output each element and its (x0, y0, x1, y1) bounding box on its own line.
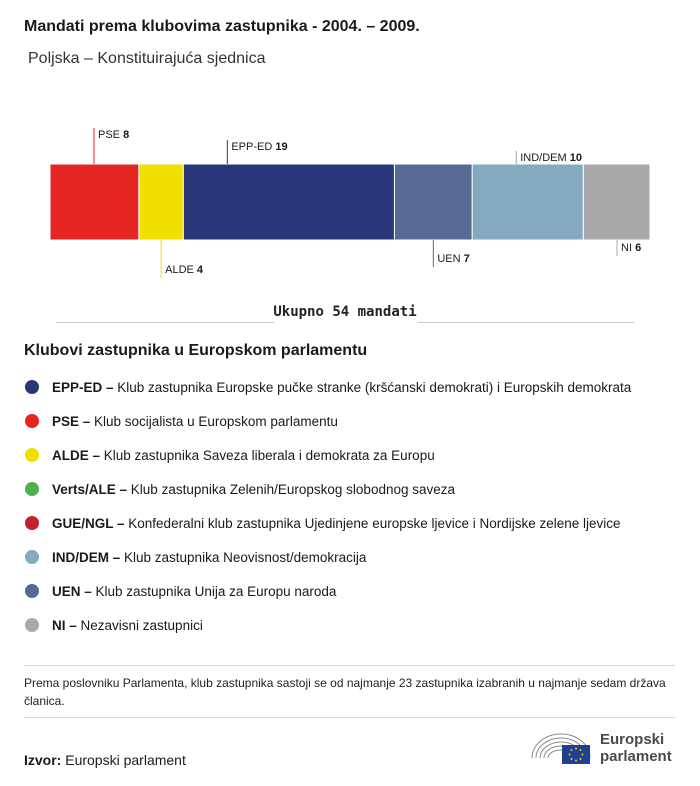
parliament-hemicycle-icon (528, 728, 594, 768)
data-label-ni: NI 6 (621, 242, 642, 254)
legend-color-dot (25, 482, 39, 496)
logo-text (600, 731, 672, 765)
bar-segment-ni (583, 164, 650, 240)
total-label: Ukupno 54 mandati (273, 304, 417, 320)
legend-item (24, 506, 631, 540)
legend-description: Klub zastupnika Zelenih/Europskog slobodnog saveza (127, 481, 456, 497)
european-parliament-logo (528, 728, 678, 768)
data-label-epp-ed: EPP-ED 19 (231, 141, 288, 153)
legend-code: UEN – (52, 583, 92, 599)
legend-item (24, 438, 631, 472)
legend-description: Nezavisni zastupnici (76, 617, 203, 633)
legend-code: PSE – (52, 413, 91, 429)
chart-subtitle: Poljska – Konstituirajuća sjednica (28, 50, 266, 67)
legend-code: IND/DEM – (52, 549, 121, 565)
legend-description: Klub zastupnika Europske pučke stranke (kršćanski demokrati) i Europskih demokrata (113, 379, 632, 395)
legend-item (24, 472, 631, 506)
logo-line-1: Europski (600, 731, 665, 748)
legend-color-dot (25, 516, 39, 530)
legend-description: Klub socijalista u Europskom parlamentu (90, 413, 338, 429)
chart-title: Mandati prema klubovima zastupnika - 2004. – 2009. (24, 18, 420, 35)
bar-segment-uen (394, 164, 472, 240)
legend-title: Klubovi zastupnika u Europskom parlamentu (24, 342, 368, 359)
source-line (24, 752, 186, 768)
legend-color-dot (25, 618, 39, 632)
rules-note: Prema poslovniku Parlamenta, klub zastupnika sastoji se od najmanje 23 zastupnika izabranih u najmanje sedam država članica. (24, 676, 666, 708)
legend-code: Verts/ALE – (52, 481, 128, 497)
total-rule-left (56, 322, 274, 323)
legend-color-dot (25, 550, 39, 564)
legend-item (24, 574, 631, 608)
data-label-pse: PSE 8 (98, 129, 130, 141)
legend (24, 370, 631, 642)
legend-description: Klub zastupnika Unija za Europu naroda (91, 583, 337, 599)
note-bottom-rule (24, 717, 675, 718)
legend-description: Klub zastupnika Saveza liberala i demokrata za Europu (100, 447, 435, 463)
legend-item (24, 540, 631, 574)
bar-segment-pse (50, 164, 139, 240)
legend-code: GUE/NGL – (52, 515, 125, 531)
data-label-uen: UEN 7 (437, 253, 470, 265)
legend-description: Konfederalni klub zastupnika Ujedinjene europske ljevice i Nordijske zelene ljevice (124, 515, 621, 531)
note-top-rule (24, 665, 675, 666)
data-label-ind-dem: IND/DEM 10 (520, 152, 582, 164)
bar-segment-epp-ed (183, 164, 394, 240)
legend-color-dot (25, 584, 39, 598)
bar-segment-alde (139, 164, 183, 240)
data-label-alde: ALDE 4 (165, 264, 204, 276)
legend-code: NI – (52, 617, 77, 633)
source-value: Europski parlament (65, 752, 186, 768)
legend-color-dot (25, 414, 39, 428)
legend-color-dot (25, 380, 39, 394)
total-rule-right (418, 322, 634, 323)
source-label: Izvor: (24, 752, 62, 768)
legend-description: Klub zastupnika Neovisnost/demokracija (120, 549, 367, 565)
legend-item (24, 370, 631, 404)
stacked-bar-chart (0, 110, 700, 285)
legend-item (24, 404, 631, 438)
legend-code: ALDE – (52, 447, 101, 463)
legend-item (24, 608, 631, 642)
logo-line-2: parlament (600, 748, 672, 765)
bar-segment-ind-dem (472, 164, 583, 240)
legend-code: EPP-ED – (52, 379, 114, 395)
legend-color-dot (25, 448, 39, 462)
